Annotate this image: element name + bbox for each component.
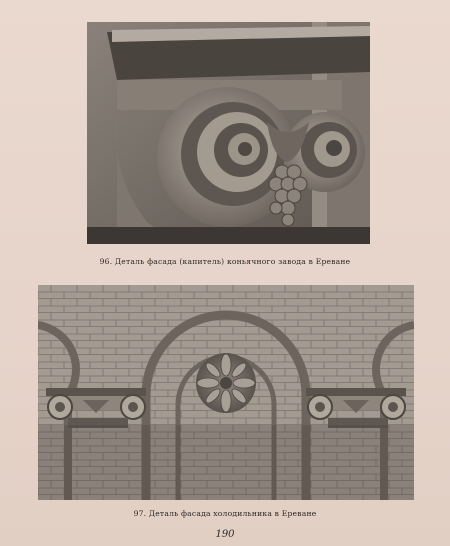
- photo-facade-arches: [38, 285, 414, 500]
- capital-illustration: [87, 22, 370, 244]
- figure-97-caption: 97. Деталь фасада холодильника в Ереване: [133, 509, 317, 518]
- photo-capital-detail: [87, 22, 370, 244]
- page-number: 190: [215, 529, 235, 540]
- facade-illustration: [38, 285, 414, 500]
- figure-96-caption: 96. Деталь фасада (капитель) коньячного завода в Ереване: [99, 257, 351, 266]
